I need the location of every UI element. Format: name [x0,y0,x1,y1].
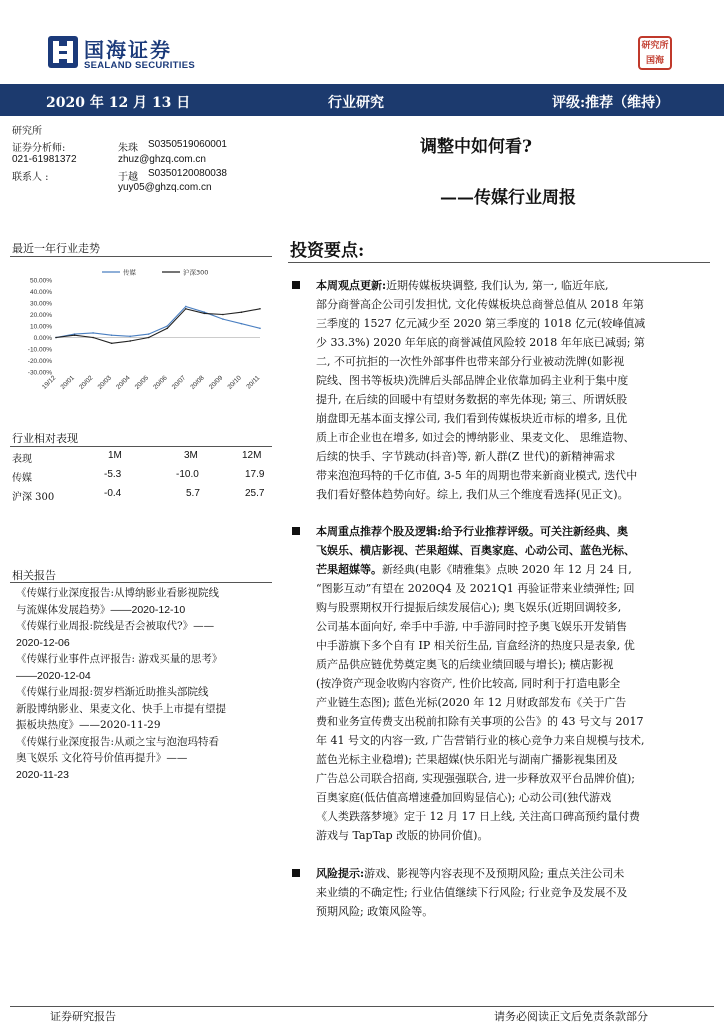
y-tick-label: 20.00% [29,312,52,319]
p1-line: 质上市企业也在增多, 如过会的博纳影业、果麦文化、 思维造物、 [316,431,635,444]
data-point [259,308,261,310]
data-point [185,306,187,308]
institute-seal [638,36,672,70]
paragraph-view-update [316,276,706,504]
institute-label: 研究所 [12,126,42,137]
p2-line: 公司基本面向好, 牵手中手游, 中手游同时控予奥飞娱乐开发销售 [316,620,627,633]
bullet-icon [292,527,300,535]
y-tick-label: 40.00% [29,289,52,296]
p2-bold-line: 飞娱乐、横店影视、芒果超媒、百奥家庭、心动公司、蓝色光标、 [316,544,635,557]
data-point [129,340,131,342]
footer-left-text: 证券研究报告 [50,1010,116,1023]
perf-row-hs300-12m: 25.7 [245,488,265,499]
data-point [241,323,243,325]
data-point [222,318,224,320]
performance-heading: 行业相对表现 [12,432,78,445]
logo-english-name: SEALAND SECURITIES [84,60,195,71]
p2-line: 质产品供应链优势奠定奥飞的后续业绩回暖与增长); 横店影视 [316,658,614,671]
x-tick-label: 20/11 [245,374,262,391]
analyst-email[interactable]: zhuz@ghzq.com.cn [118,154,206,165]
data-point [148,333,150,335]
y-tick-label: -30.00% [27,369,52,377]
report-date: 2020 年 12 月 13 日 [46,95,191,111]
related-line[interactable]: 《传媒行业深度报告:从博纳影业看影视院线 [16,587,220,599]
header-bar [0,84,724,116]
p2-line3-bold: 芒果超媒等。 [316,563,382,576]
perf-row-media-name: 传媒 [12,473,32,484]
perf-row-media-3m: -10.0 [176,469,199,480]
p1-line: 少 33.3%) 2020 年年底的商誉减值风险较 2018 年年底已减弱; 第 [316,336,645,349]
trend-chart [12,262,272,412]
p1-line: 我们看好整体趋势向好。综上, 我们从三个维度看选择(见正文)。 [316,488,629,501]
p3-line: 预期风险; 政策风险等。 [316,905,434,918]
related-list [16,585,274,783]
performance-table [12,450,272,506]
p3-first-line: 游戏、影视等内容表现不及预期风险; 重点关注公司未 [364,867,625,880]
perf-row-media-1m: -5.3 [104,469,122,480]
seal-line-2: 国海 [645,56,664,66]
p2-line: 游戏与 TapTap 改版的协同价值)。 [316,829,489,842]
data-point [92,337,94,339]
p2-line: 《人类跌落梦境》定于 12 月 17 日上线, 关注高口碑高预约量付费 [316,810,640,823]
seal-line-1: 研究所 [641,41,669,51]
report-title: 调整中如何看? [420,137,532,157]
p2-line: 蓝色光标主业稳增); 芒果超媒(快乐阳光与湖南广播影视集团及 [316,753,618,766]
related-line[interactable]: 《传媒行业周报:院线是否会被取代?》—— [16,620,215,632]
x-tick-label: 20/03 [96,374,114,391]
data-point [241,311,243,313]
related-line[interactable]: ——2020-12-04 [16,669,91,682]
related-rule [10,582,272,583]
footer-rule [10,1006,714,1007]
performance-rule [10,446,272,447]
p1-line: 提升, 在后续的回暖中有望财务数据的率先体现; 第三、所谓妖股 [316,393,628,406]
p1-first-line: 近期传媒板块调整, 我们认为, 第一, 临近年底, [386,279,609,292]
y-tick-label: 0.00% [33,335,52,342]
y-tick-label: -10.00% [27,346,52,354]
p2-line: 产业链生态图); 蓝色光标(2020 年 12 月财政部发布《关于广告 [316,696,627,709]
x-tick-label: 20/08 [189,374,206,391]
data-point [166,328,168,330]
p3-label: 风险提示: [316,867,365,880]
p2-line: (按净资产现金收购内容资产, 性价比较高, 同时利于打造电影全 [316,677,621,690]
p2-line3-rest: 新经典(电影《晴雅集》点映 2020 年 12 月 24 日, [382,563,632,576]
bullet-icon [292,869,300,877]
report-rating: 评级:推荐（维持） [552,95,670,111]
data-point [204,313,206,315]
x-tick-label: 20/06 [152,374,169,391]
related-line[interactable]: 《传媒行业事件点评报告: 游戏买量的思考》 [16,653,223,665]
x-tick-label: 20/07 [170,374,188,391]
data-point [222,314,224,316]
p2-label: 本周重点推荐个股及逻辑: [316,525,442,538]
perf-row-hs300-1m: -0.4 [104,488,122,499]
logo-chinese-name: 国海证券 [84,38,172,62]
legend-label: 传媒 [123,268,136,277]
sealand-logo-icon [48,34,78,70]
y-tick-label: 10.00% [29,323,52,331]
x-tick-label: 20/09 [207,374,225,391]
data-point [92,332,94,334]
p2-line: 中手游旗下多个自有 IP 相关衍生品, 盲盒经济的热度只是表象, 优 [316,639,635,652]
p2-line: 费和业务宣传费支出税前扣除有关事项的公告》的 43 号文与 2017 [316,715,644,728]
x-tick-label: 20/02 [78,374,95,391]
p2-line: “图影互动”有望在 2020Q4 及 2021Q1 再验证带来业绩弹性; 回 [316,582,635,595]
trend-rule [10,256,272,257]
data-point [185,308,187,310]
perf-col-3m: 3M [184,450,198,461]
data-point [259,328,261,330]
related-line[interactable]: 2020-12-06 [16,636,70,649]
related-heading: 相关报告 [12,569,56,582]
contact-license: S0350120080038 [148,168,227,179]
invest-rule [288,262,710,263]
y-tick-label: 30.00% [29,300,52,308]
contact-email[interactable]: yuy05@ghzq.com.cn [118,182,212,193]
contact-name: 于越 [118,172,138,183]
perf-col-label: 表现 [12,454,32,465]
perf-col-12m: 12M [242,450,262,461]
p1-line: 崩盘即无基本面支撑公司, 我们看到传媒板块近市标的增多, 且优 [316,412,627,425]
data-point [166,325,168,327]
p2-line: 广告总公司联合招商, 实现强强联合, 进一步释放双平台品牌价值); [316,772,635,785]
perf-row-hs300-name: 沪深 300 [12,492,55,503]
p2-first-bold: 给予行业推荐评级。可关注新经典、奥 [441,525,629,538]
p2-line: 年 41 号文的内容一致, 广告营销行业的核心竞争力来自规模与技术, [316,734,645,747]
p1-line: 院线、图书等板块)洗牌后头部品牌企业依靠加码主业利于集中度 [316,374,629,387]
paragraph-risk [316,864,706,921]
legend-label: 沪深300 [183,268,209,277]
x-tick-label: 20/04 [115,374,132,391]
related-line[interactable]: 振板块热度》——2020-11-29 [16,719,161,731]
trend-heading: 最近一年行业走势 [12,242,100,255]
related-line[interactable]: 2020-11-23 [16,768,69,781]
y-tick-label: 50.00% [29,277,52,285]
p2-line: 购与股票期权开行提振后续发展信心); 奥飞娱乐(近期回调较多, [316,601,622,614]
report-category: 行业研究 [328,95,384,111]
x-tick-label: 20/05 [133,374,151,391]
y-tick-label: -20.00% [27,358,52,365]
p1-line: 带来泡泡玛特的千亿市值, 3-5 年的周期也带来新商业模式, 迭代中 [316,469,638,482]
related-line[interactable]: 奥飞娱乐 文化符号价值再提升》—— [16,752,188,764]
data-point [111,334,113,336]
analyst-role-label: 证券分析师: [12,143,66,154]
related-line[interactable]: 《传媒行业周报:贺岁档渐近助推头部院线 [16,686,209,698]
data-point [111,342,113,344]
footer-disclaimer[interactable]: 请务必阅读正文后免责条款部分 [494,1010,648,1023]
data-point [74,334,76,336]
p1-line: 三季度的 1527 亿元减少至 2020 第三季度的 1018 亿元(较峰值减 [316,317,646,330]
data-point [129,336,131,338]
p1-line: 后续的快手、字节跳动(抖音)等, 新人群(Z 世代)的新精神需求 [316,450,616,463]
p1-line: 二, 不可抗拒的一次性外部事件也带来部分行业被动洗牌(如影视 [316,355,625,368]
data-point [148,337,150,339]
p3-line: 来业绩的不确定性; 行业估值继续下行风险; 行业竞争及发展不及 [316,886,628,899]
data-point [55,337,57,339]
bullet-icon [292,281,300,289]
analyst-phone: 021-61981372 [12,154,77,165]
perf-row-media-12m: 17.9 [245,469,265,480]
x-tick-label: 20/01 [59,374,76,391]
contact-label: 联系人 : [12,172,49,183]
related-line[interactable]: 《传媒行业深度报告:从顽之宝与泡泡玛特看 [16,735,220,748]
x-tick-label: 19/12 [40,374,58,391]
paragraph-recommendations [316,522,706,845]
analyst-license: S0350519060001 [148,139,227,150]
p2-line: 百奥家庭(低估值高增速叠加回购显信心); 心动公司(独代游戏 [316,791,612,804]
p1-line: 部分商誉高企公司引发担忧, 文化传媒板块总商誉总值从 2018 年第 [316,298,644,311]
company-logo [48,34,198,74]
analyst-name: 朱珠 [118,143,138,154]
related-line[interactable]: 与流媒体发展趋势》——2020-12-10 [16,603,186,616]
x-tick-label: 20/10 [226,374,243,391]
perf-col-1m: 1M [108,450,122,461]
report-subtitle: ——传媒行业周报 [440,188,576,208]
series-line-1 [56,309,260,344]
p1-label: 本周观点更新: [316,279,387,292]
perf-row-hs300-3m: 5.7 [186,488,200,499]
related-line[interactable]: 新股博纳影业、果麦文化、快手上市提有望提 [16,702,226,715]
invest-heading: 投资要点: [290,241,365,261]
